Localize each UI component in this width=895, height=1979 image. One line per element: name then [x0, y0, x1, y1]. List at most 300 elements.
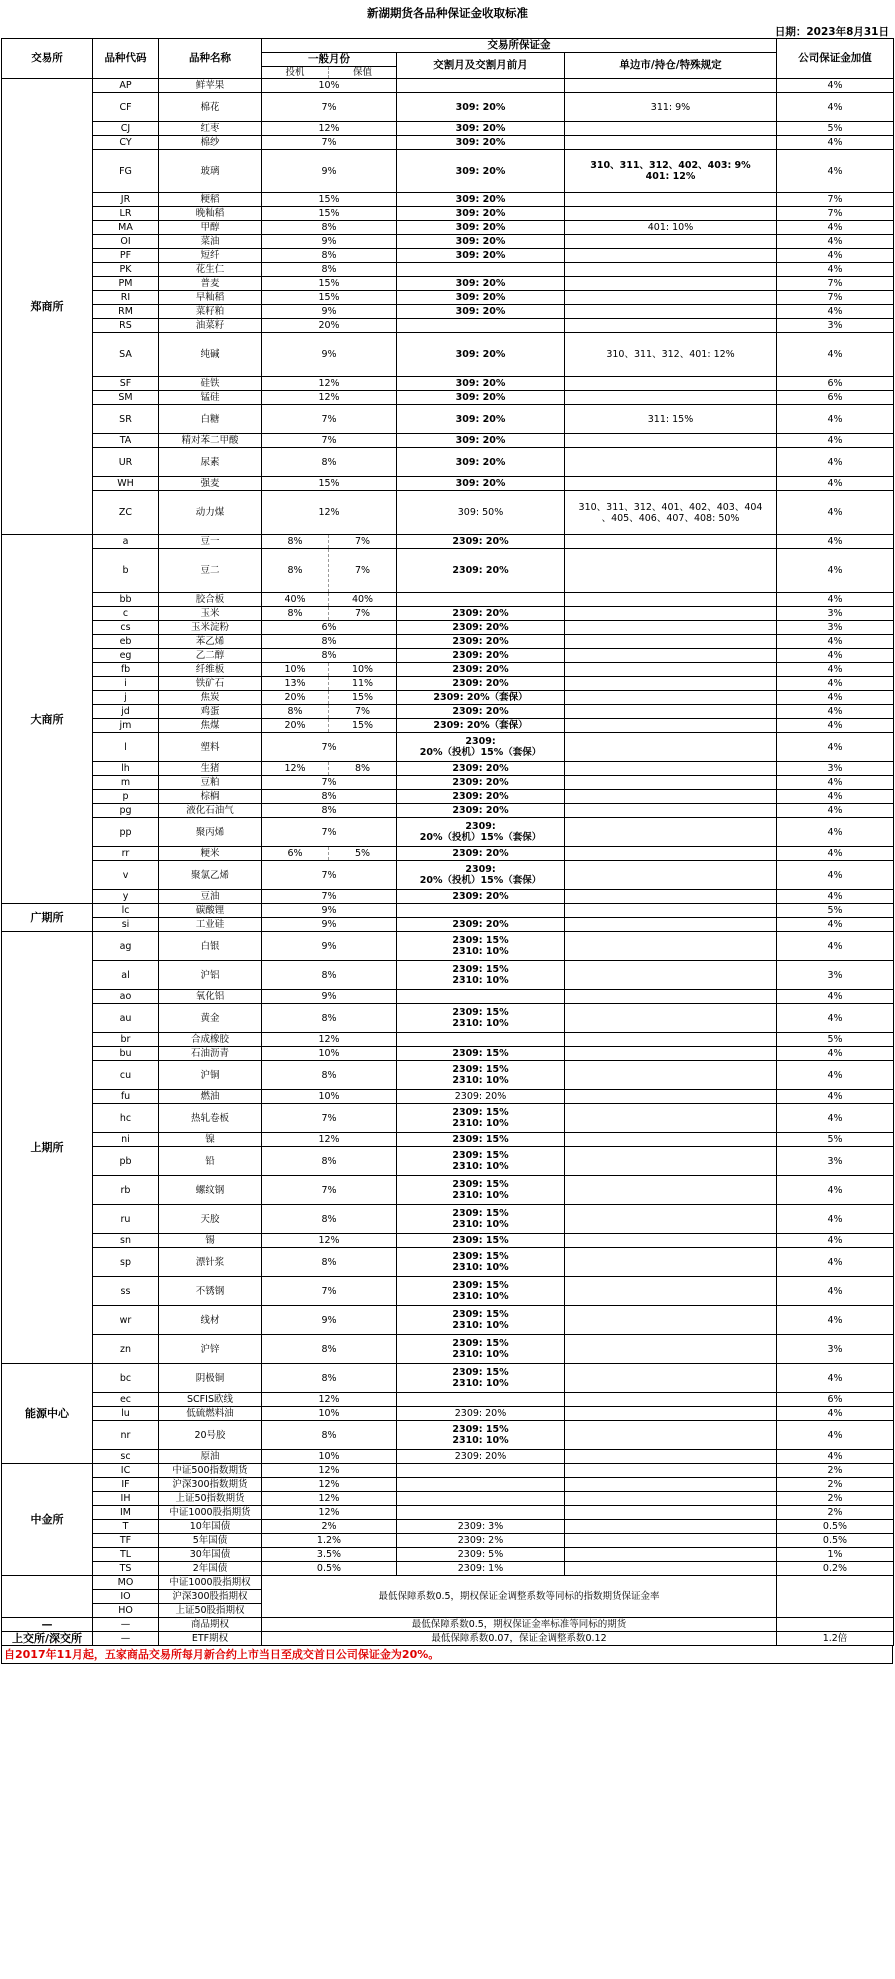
special-rule	[565, 890, 777, 904]
special-rule	[565, 1421, 777, 1450]
general-margin: 2%	[262, 1520, 397, 1534]
product-name: 豆一	[159, 535, 262, 549]
general-margin: 12%	[262, 1506, 397, 1520]
delivery-margin: 309: 20%	[397, 136, 565, 150]
company-margin: 4%	[777, 1061, 894, 1090]
header-delivery: 交割月及交割月前月	[397, 53, 565, 79]
product-code: CY	[93, 136, 159, 150]
company-margin	[777, 1576, 894, 1618]
special-rule	[565, 1506, 777, 1520]
table-row	[2, 776, 894, 790]
special-rule	[565, 477, 777, 491]
company-margin: 5%	[777, 1133, 894, 1147]
general-margin: 8%	[262, 635, 397, 649]
product-code: ru	[93, 1205, 159, 1234]
table-row	[2, 663, 894, 677]
delivery-margin: 309: 20%	[397, 207, 565, 221]
product-code: cs	[93, 621, 159, 635]
special-rule	[565, 1492, 777, 1506]
table-row	[2, 1492, 894, 1506]
table-row	[2, 1205, 894, 1234]
table-row	[2, 1393, 894, 1407]
product-name: 生猪	[159, 762, 262, 776]
product-name: 豆粕	[159, 776, 262, 790]
delivery-margin: 2309: 20%	[397, 607, 565, 621]
table-row	[2, 790, 894, 804]
special-rule	[565, 448, 777, 477]
delivery-margin: 2309: 20%	[397, 535, 565, 549]
company-margin: 2%	[777, 1506, 894, 1520]
delivery-margin: 2309: 20%	[397, 635, 565, 649]
delivery-margin	[397, 1393, 565, 1407]
table-row	[2, 1562, 894, 1576]
special-rule	[565, 1534, 777, 1548]
company-margin: 4%	[777, 305, 894, 319]
delivery-margin: 309: 20%	[397, 193, 565, 207]
general-margin: 8%	[262, 1004, 397, 1033]
table-row	[2, 1464, 894, 1478]
special-rule	[565, 1364, 777, 1393]
general-margin: 7%	[262, 890, 397, 904]
company-margin: 4%	[777, 136, 894, 150]
special-rule	[565, 1133, 777, 1147]
company-margin: 6%	[777, 377, 894, 391]
speculation-margin: 8%	[262, 705, 329, 719]
delivery-margin: 2309: 15% 2310: 10%	[397, 1176, 565, 1205]
delivery-margin: 2309: 20%	[397, 918, 565, 932]
general-margin: 7%	[262, 1104, 397, 1133]
delivery-margin: 309: 20%	[397, 249, 565, 263]
special-rule	[565, 1090, 777, 1104]
product-code: PF	[93, 249, 159, 263]
general-margin: 12%	[262, 1234, 397, 1248]
company-margin: 0.5%	[777, 1520, 894, 1534]
product-name: 原油	[159, 1450, 262, 1464]
special-rule: 310、311、312、402、403: 9% 401: 12%	[565, 150, 777, 193]
company-margin: 4%	[777, 677, 894, 691]
product-code: TA	[93, 434, 159, 448]
company-margin: 4%	[777, 1248, 894, 1277]
table-row	[2, 434, 894, 448]
exchange-name: 上交所/深交所	[2, 1632, 93, 1646]
special-rule	[565, 391, 777, 405]
product-code: l	[93, 733, 159, 762]
company-margin: 4%	[777, 1176, 894, 1205]
general-margin: 9%	[262, 305, 397, 319]
speculation-margin: 8%	[262, 607, 329, 621]
delivery-margin: 2309: 2%	[397, 1534, 565, 1548]
product-name: 中证1000股指期权	[159, 1576, 262, 1590]
table-row	[2, 235, 894, 249]
company-margin: 4%	[777, 1234, 894, 1248]
product-name: 花生仁	[159, 263, 262, 277]
table-row	[2, 932, 894, 961]
company-margin: 4%	[777, 818, 894, 847]
table-row	[2, 649, 894, 663]
product-name: SCFIS欧线	[159, 1393, 262, 1407]
table-row	[2, 150, 894, 193]
special-rule	[565, 663, 777, 677]
special-rule	[565, 1407, 777, 1421]
margin-table	[1, 38, 894, 1646]
company-margin: 4%	[777, 1450, 894, 1464]
product-name: 线材	[159, 1306, 262, 1335]
special-rule	[565, 1335, 777, 1364]
delivery-margin: 309: 20%	[397, 150, 565, 193]
delivery-margin: 2309: 20%	[397, 804, 565, 818]
product-name: 玉米淀粉	[159, 621, 262, 635]
delivery-margin: 2309: 20%	[397, 677, 565, 691]
product-code: bb	[93, 593, 159, 607]
special-rule	[565, 804, 777, 818]
delivery-margin: 309: 20%	[397, 477, 565, 491]
company-margin: 7%	[777, 193, 894, 207]
special-rule	[565, 1033, 777, 1047]
table-row	[2, 861, 894, 890]
special-rule	[565, 607, 777, 621]
table-row	[2, 263, 894, 277]
company-margin: 3%	[777, 1147, 894, 1176]
special-rule	[565, 1061, 777, 1090]
product-name: 合成橡胶	[159, 1033, 262, 1047]
product-name: 棉纱	[159, 136, 262, 150]
table-row	[2, 904, 894, 918]
exchange-name: 郑商所	[2, 79, 93, 535]
company-margin: 4%	[777, 535, 894, 549]
general-margin: 15%	[262, 207, 397, 221]
product-code: rr	[93, 847, 159, 861]
table-row	[2, 1234, 894, 1248]
product-code: ao	[93, 990, 159, 1004]
general-margin: 15%	[262, 193, 397, 207]
company-margin	[777, 1618, 894, 1632]
product-name: 白糖	[159, 405, 262, 434]
speculation-margin: 8%	[262, 535, 329, 549]
table-row	[2, 319, 894, 333]
special-rule	[565, 1393, 777, 1407]
special-rule	[565, 847, 777, 861]
delivery-margin: 2309: 20%	[397, 762, 565, 776]
company-margin: 6%	[777, 1393, 894, 1407]
table-row	[2, 1176, 894, 1205]
special-rule	[565, 861, 777, 890]
product-name: 纯碱	[159, 333, 262, 377]
general-margin: 10%	[262, 1090, 397, 1104]
product-code: PM	[93, 277, 159, 291]
product-name: 玻璃	[159, 150, 262, 193]
product-code: lu	[93, 1407, 159, 1421]
header-exchange: 交易所	[2, 39, 93, 79]
table-row	[2, 93, 894, 122]
product-code: pb	[93, 1147, 159, 1176]
company-margin: 4%	[777, 1004, 894, 1033]
product-code: —	[93, 1618, 159, 1632]
general-margin: 8%	[262, 1421, 397, 1450]
product-name: 粳米	[159, 847, 262, 861]
product-name: 漂针浆	[159, 1248, 262, 1277]
product-code: UR	[93, 448, 159, 477]
company-margin: 4%	[777, 448, 894, 477]
product-name: 晚籼稻	[159, 207, 262, 221]
table-row	[2, 1548, 894, 1562]
product-name: 棕榈	[159, 790, 262, 804]
general-margin: 12%	[262, 1492, 397, 1506]
company-margin: 4%	[777, 635, 894, 649]
special-rule	[565, 677, 777, 691]
table-row	[2, 405, 894, 434]
special-rule	[565, 1104, 777, 1133]
table-row	[2, 1520, 894, 1534]
company-margin: 4%	[777, 918, 894, 932]
product-code: zn	[93, 1335, 159, 1364]
company-margin: 4%	[777, 990, 894, 1004]
general-margin: 12%	[262, 1393, 397, 1407]
company-margin: 4%	[777, 649, 894, 663]
product-code: p	[93, 790, 159, 804]
table-row	[2, 391, 894, 405]
delivery-margin	[397, 593, 565, 607]
product-name: 豆二	[159, 549, 262, 593]
option-rule: 最低保障系数0.07，保证金调整系数0.12	[262, 1632, 777, 1646]
product-name: 30年国债	[159, 1548, 262, 1562]
product-code: —	[93, 1632, 159, 1646]
table-row	[2, 1576, 894, 1590]
table-row	[2, 1407, 894, 1421]
special-rule	[565, 1277, 777, 1306]
special-rule	[565, 249, 777, 263]
company-margin: 4%	[777, 719, 894, 733]
product-code: CF	[93, 93, 159, 122]
product-name: 低硫燃料油	[159, 1407, 262, 1421]
product-name: 强麦	[159, 477, 262, 491]
special-rule	[565, 434, 777, 448]
general-margin: 9%	[262, 1306, 397, 1335]
general-margin: 12%	[262, 1464, 397, 1478]
product-name: 镍	[159, 1133, 262, 1147]
table-row	[2, 1506, 894, 1520]
company-margin: 3%	[777, 621, 894, 635]
speculation-margin: 20%	[262, 719, 329, 733]
table-row	[2, 733, 894, 762]
header-hedge: 保值	[329, 67, 397, 79]
product-code: m	[93, 776, 159, 790]
special-rule	[565, 1520, 777, 1534]
product-code: rb	[93, 1176, 159, 1205]
product-name: 纤维板	[159, 663, 262, 677]
product-code: pp	[93, 818, 159, 847]
special-rule: 401: 10%	[565, 221, 777, 235]
product-code: ZC	[93, 491, 159, 535]
delivery-margin: 2309: 20%	[397, 1090, 565, 1104]
company-margin: 1.2倍	[777, 1632, 894, 1646]
product-code: HO	[93, 1604, 159, 1618]
delivery-margin: 2309: 15% 2310: 10%	[397, 1364, 565, 1393]
special-rule	[565, 193, 777, 207]
product-name: 早籼稻	[159, 291, 262, 305]
company-margin: 4%	[777, 1090, 894, 1104]
table-row	[2, 705, 894, 719]
product-name: 螺纹钢	[159, 1176, 262, 1205]
company-margin: 2%	[777, 1464, 894, 1478]
special-rule	[565, 1464, 777, 1478]
product-code: pg	[93, 804, 159, 818]
general-margin: 7%	[262, 818, 397, 847]
company-margin: 4%	[777, 549, 894, 593]
delivery-margin: 2309: 20%	[397, 790, 565, 804]
product-name: 碳酸锂	[159, 904, 262, 918]
delivery-margin: 2309: 20%	[397, 847, 565, 861]
special-rule	[565, 818, 777, 847]
exchange-name: 大商所	[2, 535, 93, 904]
general-margin: 9%	[262, 150, 397, 193]
hedge-margin: 15%	[329, 691, 397, 705]
special-rule	[565, 377, 777, 391]
delivery-margin	[397, 1033, 565, 1047]
company-margin: 0.5%	[777, 1534, 894, 1548]
exchange-name: 广期所	[2, 904, 93, 932]
table-row	[2, 491, 894, 535]
special-rule	[565, 1478, 777, 1492]
general-margin: 7%	[262, 93, 397, 122]
table-row	[2, 1147, 894, 1176]
table-row	[2, 1618, 894, 1632]
delivery-margin: 309: 20%	[397, 122, 565, 136]
product-code: SA	[93, 333, 159, 377]
company-margin: 4%	[777, 932, 894, 961]
product-code: RS	[93, 319, 159, 333]
general-margin: 12%	[262, 377, 397, 391]
product-name: 上证50指数期货	[159, 1492, 262, 1506]
special-rule: 310、311、312、401、402、403、404 、405、406、407、408: 50%	[565, 491, 777, 535]
hedge-margin: 7%	[329, 705, 397, 719]
company-margin: 7%	[777, 277, 894, 291]
product-code: ec	[93, 1393, 159, 1407]
general-margin: 12%	[262, 1478, 397, 1492]
header-name: 品种名称	[159, 39, 262, 79]
general-margin: 8%	[262, 1147, 397, 1176]
table-row	[2, 593, 894, 607]
general-margin: 12%	[262, 1033, 397, 1047]
special-rule	[565, 961, 777, 990]
table-row	[2, 818, 894, 847]
general-margin: 9%	[262, 990, 397, 1004]
special-rule	[565, 277, 777, 291]
product-code: FG	[93, 150, 159, 193]
special-rule	[565, 593, 777, 607]
general-margin: 7%	[262, 136, 397, 150]
hedge-margin: 8%	[329, 762, 397, 776]
product-name: 5年国债	[159, 1534, 262, 1548]
general-margin: 0.5%	[262, 1562, 397, 1576]
company-margin: 4%	[777, 235, 894, 249]
speculation-margin: 12%	[262, 762, 329, 776]
product-code: MA	[93, 221, 159, 235]
general-margin: 7%	[262, 1176, 397, 1205]
product-name: 普麦	[159, 277, 262, 291]
table-row	[2, 1133, 894, 1147]
special-rule	[565, 535, 777, 549]
product-name: 天胶	[159, 1205, 262, 1234]
company-margin: 4%	[777, 1047, 894, 1061]
company-margin: 4%	[777, 776, 894, 790]
general-margin: 6%	[262, 621, 397, 635]
delivery-margin	[397, 990, 565, 1004]
company-margin: 4%	[777, 1306, 894, 1335]
product-code: CJ	[93, 122, 159, 136]
company-margin: 4%	[777, 477, 894, 491]
general-margin: 7%	[262, 1277, 397, 1306]
product-code: eb	[93, 635, 159, 649]
product-name: 乙二醇	[159, 649, 262, 663]
product-name: 锡	[159, 1234, 262, 1248]
delivery-margin: 309: 20%	[397, 333, 565, 377]
product-code: eg	[93, 649, 159, 663]
product-name: 上证50股指期权	[159, 1604, 262, 1618]
delivery-margin: 309: 20%	[397, 434, 565, 448]
product-name: 商品期权	[159, 1618, 262, 1632]
delivery-margin: 2309: 15% 2310: 10%	[397, 1205, 565, 1234]
special-rule	[565, 1147, 777, 1176]
delivery-margin: 2309: 20%	[397, 890, 565, 904]
general-margin: 7%	[262, 861, 397, 890]
product-name: 沪深300指数期货	[159, 1478, 262, 1492]
table-row	[2, 1061, 894, 1090]
company-margin: 3%	[777, 607, 894, 621]
general-margin: 1.2%	[262, 1534, 397, 1548]
company-margin: 4%	[777, 861, 894, 890]
special-rule	[565, 1562, 777, 1576]
delivery-margin: 2309: 15% 2310: 10%	[397, 1248, 565, 1277]
general-margin: 8%	[262, 263, 397, 277]
company-margin: 0.2%	[777, 1562, 894, 1576]
product-code: T	[93, 1520, 159, 1534]
general-margin: 8%	[262, 804, 397, 818]
product-name: 10年国债	[159, 1520, 262, 1534]
hedge-margin: 7%	[329, 607, 397, 621]
special-rule	[565, 1450, 777, 1464]
product-name: 苯乙烯	[159, 635, 262, 649]
delivery-margin: 2309: 15% 2310: 10%	[397, 1277, 565, 1306]
general-margin: 8%	[262, 1248, 397, 1277]
speculation-margin: 13%	[262, 677, 329, 691]
table-row	[2, 1104, 894, 1133]
company-margin: 5%	[777, 122, 894, 136]
delivery-margin: 2309: 15% 2310: 10%	[397, 932, 565, 961]
general-margin: 10%	[262, 1407, 397, 1421]
product-code: jd	[93, 705, 159, 719]
delivery-margin: 2309: 15% 2310: 10%	[397, 1004, 565, 1033]
table-row	[2, 377, 894, 391]
company-margin: 7%	[777, 207, 894, 221]
table-row	[2, 221, 894, 235]
product-code: IC	[93, 1464, 159, 1478]
table-row	[2, 305, 894, 319]
special-rule	[565, 122, 777, 136]
company-margin: 4%	[777, 221, 894, 235]
company-margin: 4%	[777, 691, 894, 705]
special-rule	[565, 776, 777, 790]
special-rule	[565, 235, 777, 249]
product-name: 沪深300股指期权	[159, 1590, 262, 1604]
delivery-margin	[397, 79, 565, 93]
table-row	[2, 1450, 894, 1464]
product-name: 沪铜	[159, 1061, 262, 1090]
product-name: 热轧卷板	[159, 1104, 262, 1133]
product-name: 焦煤	[159, 719, 262, 733]
special-rule	[565, 635, 777, 649]
company-margin: 4%	[777, 1407, 894, 1421]
product-name: 沪铝	[159, 961, 262, 990]
